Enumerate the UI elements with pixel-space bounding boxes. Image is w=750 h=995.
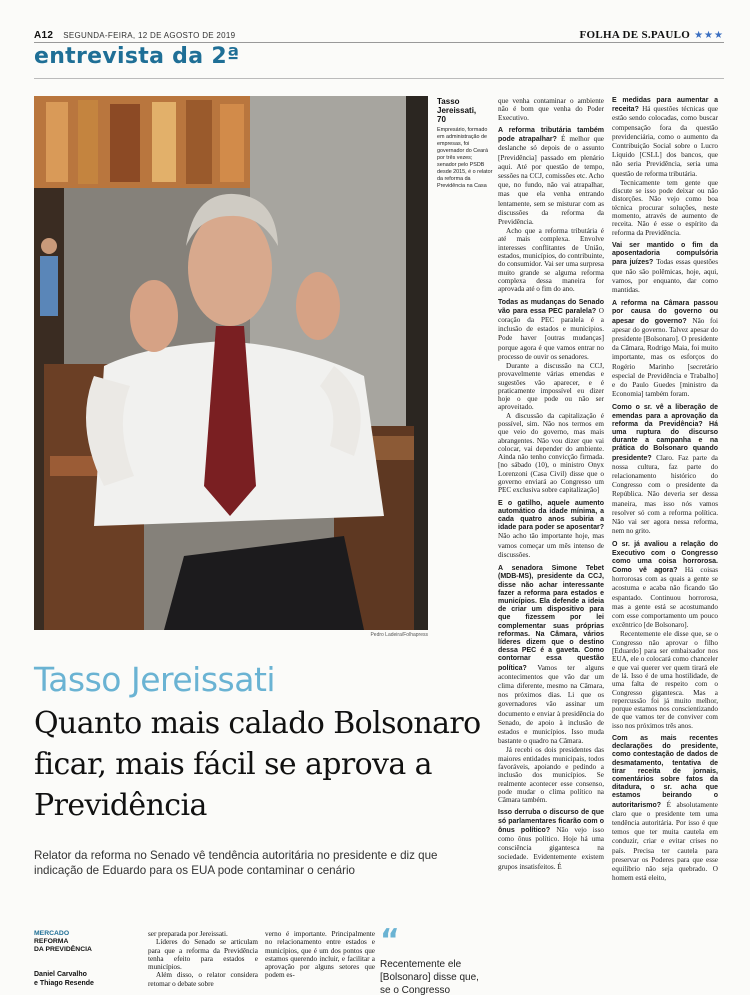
subheadline: Relator da reforma no Senado vê tendência autoritária no presidente e diz que indicação de Eduardo para os EUA pode contaminar o cenário [34,849,438,877]
question-text: E medidas para aumentar a receita? [612,97,718,114]
intro-column-1 [148,930,258,988]
answer-text: Não foi apesar do governo. Talvez apesar do presidente [Bolsonaro]. O presidente da Câmara, Rodrigo Maia, foi muito importante, mas os esforços do Rogério Marinho [secretário especial de Previdência e Trabalho] e do Paulo Guedes [ministro da Economia] também foram. [612,316,718,399]
paragraph: Tecnicamente tem gente que discute se isso pode deixar ou não distorções. Não vejo como boa técnica procurar soluções, neste momento, através de aumento de receita. Não é esse o espírito da reforma da Previdência. [612,178,718,237]
question [612,242,718,295]
paragraph: verno é importante. Principalmente no relacionamento entre estados e municípios, que é um dos pontos que estamos querendo incluir, e facilitar a aprovação por alguns setores que podem es- [265,930,375,980]
question [498,500,604,560]
answer-text: É absolutamente claro que o presidente tem uma tendência autoritária. Por isso é que temos que ter muita cautela em conduzir, criar e evitar crises no país. Precisa ter cautela para preservar os Poderes para que esse equilíbrio não seja quebrado. O homem está eleito, [612,800,718,883]
question-text: Com as mais recentes declarações do presidente, como contestação de dados de desmatamento, tentativa de tirar receita de jornais, comentários sobre fatos da ditadura, o sr. acha que estamos beirando o autoritarismo? [612,735,718,809]
question [498,565,604,746]
paragraph: A discussão da capitalização é possível, sim. Não nos termos em que veio do governo, mas mais abrangentes. Não vou dizer que vai colocar, vai depender do ambiente. Ainda não tenho convicção firmada. [no sábado (10), o ministro Onyx Lorenzoni (Casa Civil) disse que o governo enviará ao Congresso um PEC exclusiva sobre capitalização] [498,411,604,495]
headline: Quanto mais calado Bolsonaro ficar, mais fácil se aprova a Previdência [34,706,481,823]
label-line: MERCADO [34,930,70,937]
question-text: Vai ser mantido o fim da aposentadoria compulsória para juízes? [612,241,718,267]
article-column-2 [612,97,718,883]
author: Daniel Carvalho [34,971,87,978]
paragraph: Além disso, o relator considera retomar o debate sobre [148,971,258,988]
answer-text: Claro. Faz parte da nossa cultura, faz parte do relacionamento histórico do Congresso com o presidente da República. Não deveria ser dessa maneira, mas isso nós vamos resolver só com a reforma política. Não vai ser agora nessa reforma, nem no grito. [612,453,718,536]
author: e Thiago Resende [34,980,94,987]
brand-stars-icon: ★★★ [694,29,724,41]
interview-photo [34,96,428,630]
question [612,404,718,536]
label-line: REFORMA [34,938,69,945]
question-text: A senadora Simone Tebet (MDB-MS), presidente da CCJ, disse não achar interessante fazer a reforma para estados e municípios. Ela defende a ideia de criar um dispositivo para que fizessem por lei complementar suas próprias reformas. Na Câmara, vários líderes dizem que o destino dessa PEC é a gaveta. Como contornar essa questão política? [498,565,604,672]
label-line: DA PREVIDÊNCIA [34,946,92,953]
interviewee-name: Tasso Jereissati [34,660,276,699]
intro-column-2 [265,930,375,980]
question-text: Todas as mudanças do Senado vão para essa PEC paralela? [498,298,604,315]
question [612,97,718,179]
question-text: A reforma na Câmara passou por causa do governo ou apesar do governo? [612,300,718,325]
paragraph: Recentemente ele disse que, se o Congresso não aprovar o filho [Eduardo] para ser embaixador nos EUA, ele o colocará como chanceler e que vai querer ver quem tirará ele de lá. Isso é de uma hostilidade, de uma falta de respeito com o Congresso gigantesca. Mas a repercussão foi já muito melhor, porque estamos nos conscientizando de que vamos ter de conviver com isso nos próximos três anos. [612,630,718,730]
paragraph: Acho que a reforma tributária é até mais complexa. Envolve interesses conflitantes de União, estados, municípios, do contribuinte, do consumidor. Vai ser uma surpresa muito grande se alguma reforma complexa dessa maneira for aprovada até o fim do ano. [498,227,604,294]
section-label [34,930,134,954]
answer-text: Não acho tão importante hoje, mas vamos começar um mês intenso de discussões. [498,532,604,559]
page-number: A12 [34,29,54,41]
question-text: Isso derruba o discurso de que só parlamentares ficarão com o ônus político? [498,809,604,834]
question-text: Como o sr. vê a liberação de emendas para a aprovação da reforma da Previdência? Há uma ruptura do discurso durante a campanha e na prática do Bolsonaro quando presidente? [612,404,718,462]
answer-text: O coração da PEC paralela é a inclusão de estados e municípios. Pode haver [outras mudanças] porque agora é que vamos entrar no processo de ouvir os senadores. [498,306,604,361]
question-text: A reforma tributária também pode atrapalhar? [498,126,604,144]
issue-date: SEGUNDA-FEIRA, 12 DE AGOSTO DE 2019 [63,30,236,40]
question [612,541,718,630]
question [498,299,604,362]
newspaper-logo: FOLHA DE S.PAULO [579,29,691,41]
byline [34,970,134,988]
bio-age: 70 [437,115,446,124]
answer-text: Todas essas questões que não são polêmicas, hoje, aqui, vamos, por enquanto, dar como mantidas. [612,258,718,294]
portrait-illustration [34,96,428,630]
pull-quote: Recentemente ele [Bolsonaro] disse que, se o Congresso [380,959,479,995]
quote-mark-icon: “ [380,923,400,958]
paragraph: ser preparada por Jereissati. [148,930,228,938]
question [612,735,718,883]
running-head [34,28,724,42]
answer-text: Não vejo isso como ônus político. Hoje há uma consciência gigantesca na sociedade. Evidentemente existem grupos insatisfeitos. É [498,825,604,871]
section-title: entrevista da 2ª [34,44,240,69]
bio-name: Tasso Jereissati, [437,97,477,115]
paragraph: Durante a discussão na CCJ, provavelmente várias emendas e sugestões vão aparecer, e é praticamente impossível eu dizer hoje o que pode ou não ser aproveitado. [498,361,604,412]
question [498,127,604,227]
question [612,300,718,399]
answer-text: É melhor que deslanche só depois de o assunto [Previdência] passado em plenário aqui. Até por questão de tempo, sessões na CCJ, comissões etc. Acho que, no fundo, não vai atrapalhar, mas que ela venha entrando lentamente, sem se misturar com as discussões da reforma da Previdência. [498,135,605,226]
question-text: E o gatilho, aquele aumento automático da idade mínima, a cada quatro anos subiria a idade para poder se aposentar? [498,499,604,532]
paragraph: que venha contaminar o ambiente não é bom que venha do Poder Executivo. [498,97,604,122]
paragraph: Líderes do Senado se articulam para que a reforma da Previdência tenha efeito para estados e municípios. [148,938,258,972]
header-divider [34,42,724,43]
photo-credit: Pedro Ladeira/Folhapress [370,632,428,638]
answer-text: Vamos ter alguns acontecimentos que vão dar um clima diferente, mesmo na Câmara, nos próximos dias. Li que os governadores vão assinar um documento e enviar à presidência do Senado, de apoio à inclusão de estados e municípios. Isso muda bastante o quadro na Câmara. [498,663,604,746]
answer-text: Há questões técnicas que estão sendo colocadas, como buscar compensação fora da questão previdenciária, como o aumento da Contribuição Social sobre o Lucro Líquido [CSLL] dos bancos, que não seria Previdência, seria uma questão de reforma tributária. [612,105,718,178]
bio-description: Empresário, formado em administração de empresas, foi governador do Ceará por três vezes; senador pelo PSDB desde 2015, é o relator da reforma da Previdência na Casa [437,127,493,189]
answer-text: Há coisas horrorosas com as quais a gente se acostuma e acaba não ficando tão espantado. Continuou horrorosa, mas a gente está se acostumando com esse comportamento um pouco excêntrico [de Bolsonaro]. [612,566,718,630]
paragraph: Já recebi os dois presidentes das maiores entidades municipais, todos favoráveis, apoiando e pedindo a inclusão dos municípios. Se realmente acontecer esse consenso, pode mudar o clima político na Câmara também. [498,746,604,805]
article-column-1 [498,97,604,872]
section-divider [34,78,724,79]
question [498,809,604,871]
question-text: O sr. já avaliou a relação do Executivo com o Congresso como uma coisa horrorosa. Como vê agora? [612,541,718,575]
interviewee-bio [437,97,493,190]
